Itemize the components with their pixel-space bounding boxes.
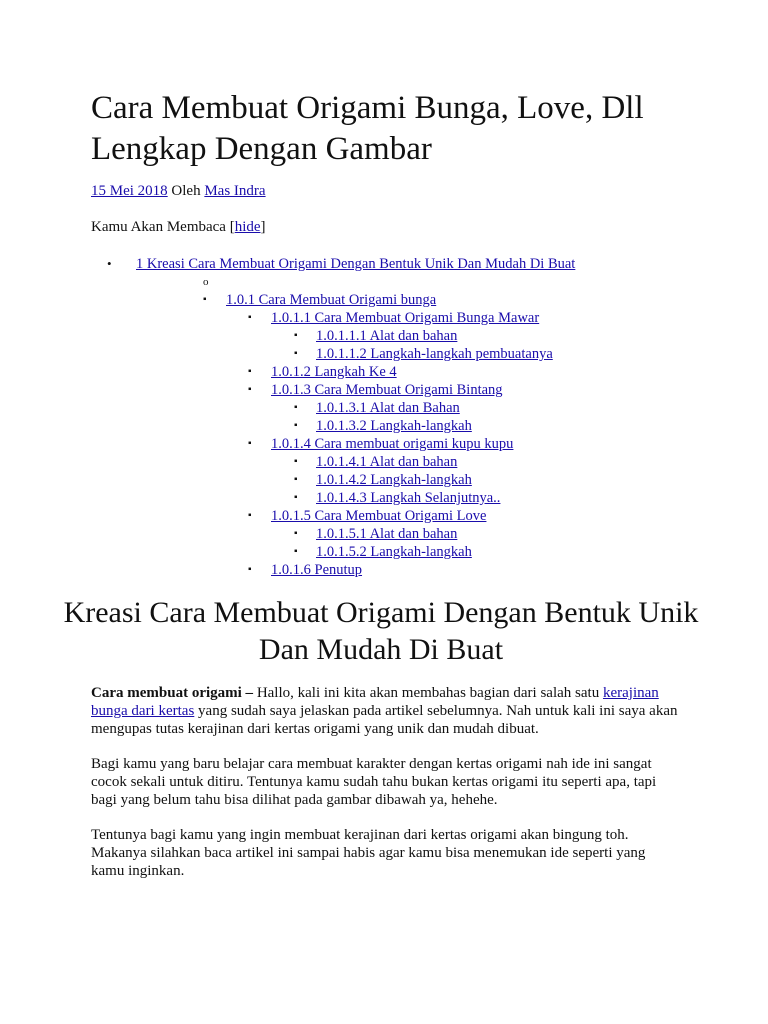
square-bullet-icon: ▪ — [294, 330, 298, 341]
paragraph: Tentunya bagi kamu yang ingin membuat kerajinan dari kertas origami akan bingung toh. Makanya silahkan baca artikel ini sampai habis agar kamu bisa menemukan ide seperti yang kamu inginkan. — [91, 827, 646, 879]
square-bullet-icon: ▪ — [203, 294, 207, 305]
square-bullet-icon: ▪ — [248, 510, 252, 521]
square-bullet-icon: ▪ — [294, 528, 298, 539]
kerajinan-link[interactable]: kerajinan bunga dari kertas — [91, 685, 659, 719]
toc-item[interactable]: 1.0.1.4.2 Langkah-langkah — [316, 472, 472, 488]
circle-bullet-icon: o — [203, 276, 209, 288]
toc-heading — [91, 218, 266, 236]
square-bullet-icon: ▪ — [294, 474, 298, 485]
article-title: Cara Membuat Origami Bunga, Love, Dll Lengkap Dengan Gambar — [91, 90, 644, 167]
square-bullet-icon: ▪ — [248, 438, 252, 449]
toc-item[interactable]: 1.0.1.3.1 Alat dan Bahan — [316, 400, 460, 416]
toc-heading-close: ] — [260, 219, 266, 235]
lead-bold-text: Cara membuat origami – — [91, 685, 254, 701]
toc-heading-text: Kamu Akan Membaca [ — [91, 219, 235, 235]
paragraph — [91, 684, 681, 738]
byline — [91, 182, 266, 200]
square-bullet-icon: ▪ — [294, 420, 298, 431]
square-bullet-icon: ▪ — [248, 564, 252, 575]
toc-item[interactable]: 1.0.1.1 Cara Membuat Origami Bunga Mawar — [271, 310, 540, 326]
square-bullet-icon: ▪ — [248, 384, 252, 395]
section-heading: Kreasi Cara Membuat Origami Dengan Bentuk Unik Dan Mudah Di Buat — [63, 596, 699, 666]
toc-hide-toggle[interactable]: hide — [234, 219, 261, 235]
toc-item[interactable]: 1.0.1.1.2 Langkah-langkah pembuatanya — [316, 346, 553, 362]
paragraph-text: yang sudah saya jelaskan pada artikel sebelumnya. Nah untuk kali ini saya akan mengupas tutas kerajinan dari kertas origami yang unik dan mudah dibuat. — [91, 703, 678, 737]
toc-item[interactable]: 1.0.1.4.3 Langkah Selanjutnya.. — [316, 490, 501, 506]
toc-item[interactable]: 1.0.1.1.1 Alat dan bahan — [316, 328, 458, 344]
paragraph: Bagi kamu yang baru belajar cara membuat karakter dengan kertas origami nah ide ini sangat cocok sekali untuk ditiru. Tentunya kamu sudah tahu bukan kertas origami itu seperti apa, tapi bagi yang belum tahu bisa dilihat pada gambar dibawah ya, hehehe. — [91, 756, 657, 808]
square-bullet-icon: ▪ — [294, 546, 298, 557]
square-bullet-icon: ▪ — [294, 402, 298, 413]
toc-item[interactable]: 1.0.1.2 Langkah Ke 4 — [271, 364, 397, 380]
square-bullet-icon: ▪ — [294, 492, 298, 503]
toc-item[interactable]: 1.0.1 Cara Membuat Origami bunga — [226, 292, 437, 308]
toc-item[interactable]: 1.0.1.3.2 Langkah-langkah — [316, 418, 472, 434]
by-word: Oleh — [171, 183, 201, 199]
toc-item[interactable]: 1.0.1.5 Cara Membuat Origami Love — [271, 508, 487, 524]
square-bullet-icon: ▪ — [294, 348, 298, 359]
toc-item[interactable]: 1.0.1.6 Penutup — [271, 562, 363, 578]
square-bullet-icon: ▪ — [294, 456, 298, 467]
toc-item[interactable]: 1.0.1.4.1 Alat dan bahan — [316, 454, 458, 470]
toc-item[interactable]: 1.0.1.5.2 Langkah-langkah — [316, 544, 472, 560]
disc-bullet-icon: • — [107, 256, 112, 271]
square-bullet-icon: ▪ — [248, 366, 252, 377]
toc-item[interactable]: 1 Kreasi Cara Membuat Origami Dengan Bentuk Unik Dan Mudah Di Buat — [136, 256, 576, 272]
paragraph-text: Hallo, kali ini kita akan membahas bagian dari salah satu — [253, 685, 603, 701]
toc-item[interactable]: 1.0.1.4 Cara membuat origami kupu kupu — [271, 436, 514, 452]
toc-item[interactable]: 1.0.1.3 Cara Membuat Origami Bintang — [271, 382, 503, 398]
post-date-link[interactable]: 15 Mei 2018 — [91, 183, 168, 199]
author-link[interactable]: Mas Indra — [204, 183, 266, 199]
square-bullet-icon: ▪ — [248, 312, 252, 323]
toc-item[interactable]: 1.0.1.5.1 Alat dan bahan — [316, 526, 458, 542]
